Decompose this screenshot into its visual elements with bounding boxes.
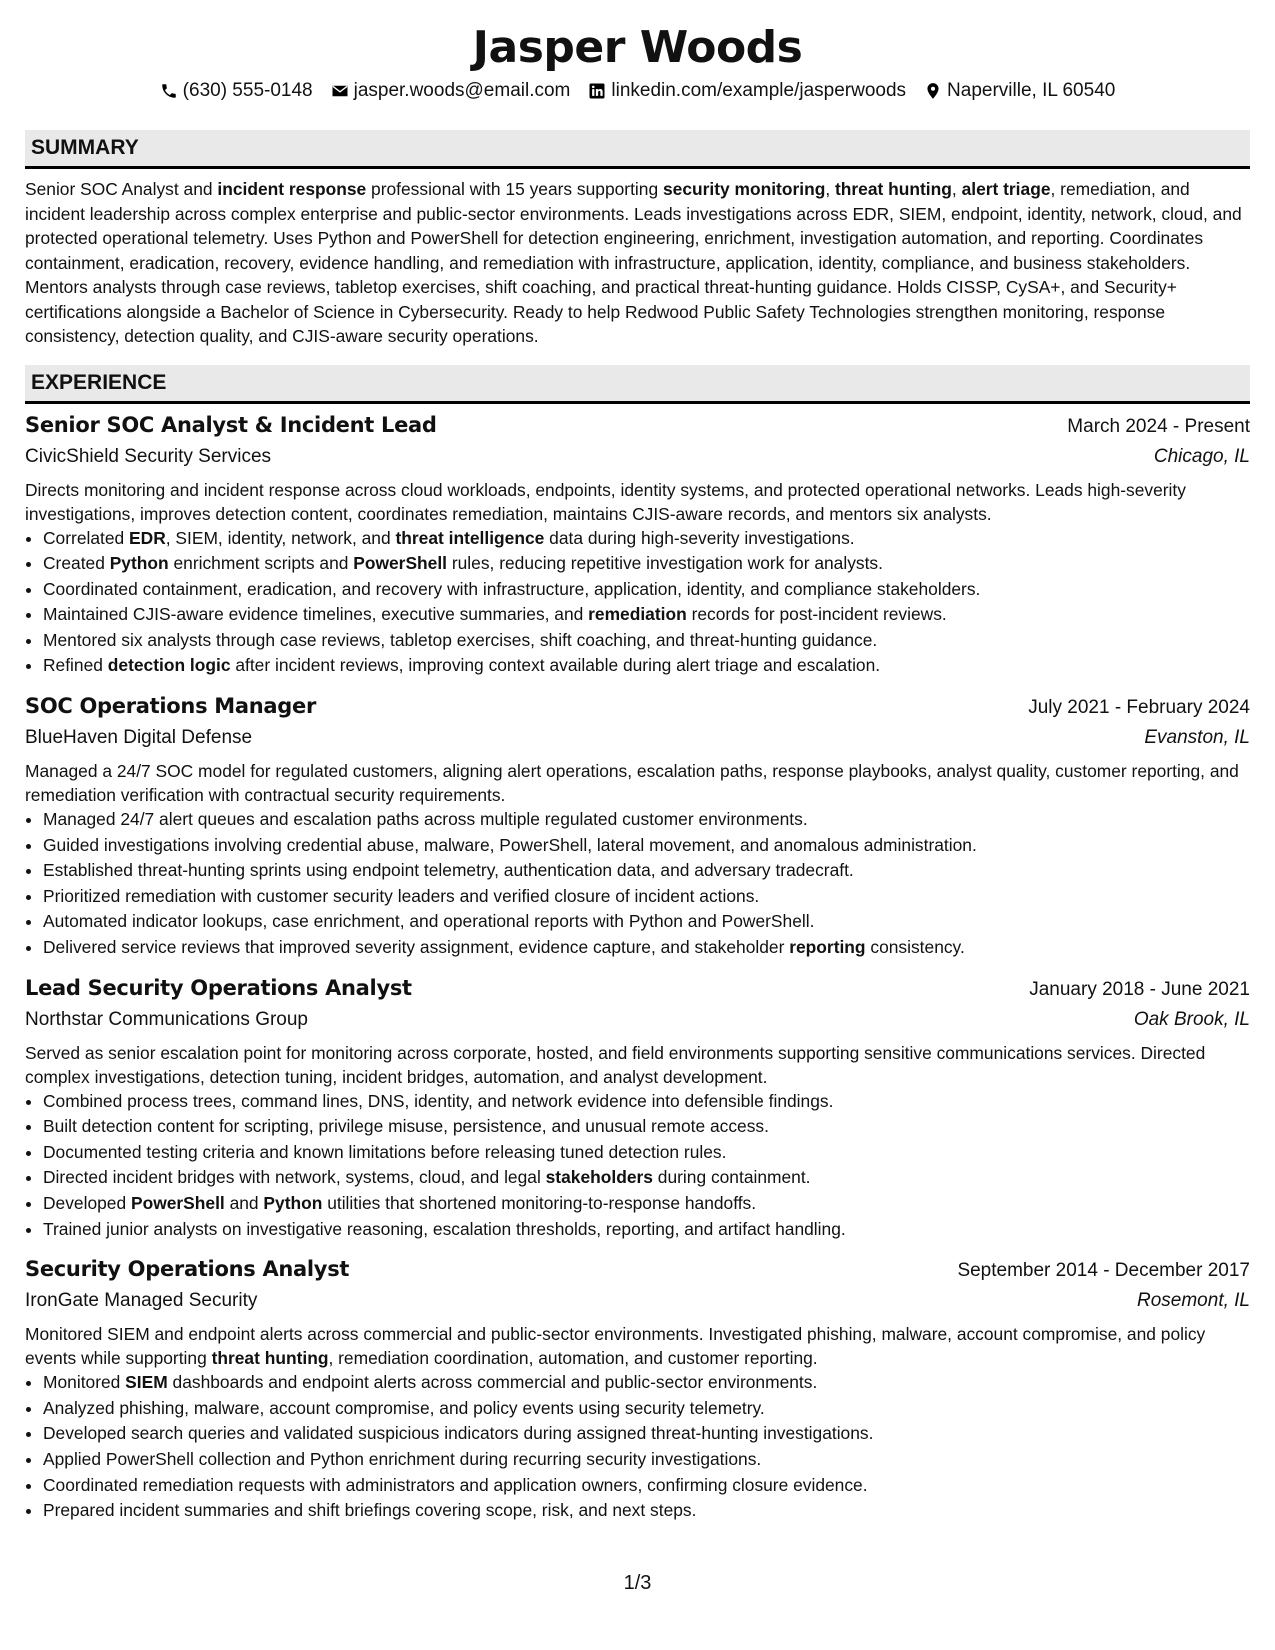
job-bullet-list (25, 807, 1250, 961)
text-run: Developed (43, 1193, 131, 1213)
job-company-row (25, 442, 1250, 472)
text-run: Monitored SIEM and endpoint alerts across commercial and public-sector environments. Investigated phishing, malware, account compromise, and policy events while supporting (25, 1324, 1206, 1369)
job-description (25, 1322, 1250, 1370)
job-bullet (43, 1447, 1250, 1473)
contact-bar (25, 78, 1250, 104)
job-bullet (43, 1396, 1250, 1422)
job-bullet (43, 1421, 1250, 1447)
job-title: Security Operations Analyst (25, 1257, 350, 1282)
job-location: Chicago, IL (1153, 445, 1250, 467)
text-run: Built detection content for scripting, privilege misuse, persistence, and unusual remote access. (43, 1116, 769, 1137)
text-run: , (825, 179, 835, 199)
text-run: rules, reducing repetitive investigation work for analysts. (447, 553, 883, 574)
text-run: Served as senior escalation point for monitoring across corporate, hosted, and field environments supporting sensitive communications services. Directed complex investigations, detection tuning, incident bridges, automation, and analyst development. (25, 1042, 1206, 1087)
map-pin-icon (924, 82, 942, 100)
location-text: Naperville, IL 60540 (947, 80, 1116, 101)
text-run: enrichment scripts and (168, 553, 354, 574)
job-bullet (43, 1089, 1250, 1115)
text-run: Coordinated containment, eradication, and recovery with infrastructure, application, identity, and compliance stakeholders. (43, 578, 981, 599)
job-entry (25, 410, 1250, 680)
text-run: Senior SOC Analyst and (25, 179, 218, 199)
job-entry (25, 1254, 1250, 1524)
bold-keyword: detection logic (107, 655, 231, 676)
text-run: dashboards and endpoint alerts across commercial and public-sector environments. (167, 1372, 818, 1393)
job-title-row (25, 1254, 1250, 1286)
text-run: , SIEM, identity, network, and (165, 527, 396, 548)
job-bullet (43, 935, 1250, 961)
text-run: Applied PowerShell collection and Python enrichment during recurring security investigations. (43, 1448, 762, 1469)
job-title-row (25, 973, 1250, 1005)
job-title: Senior SOC Analyst & Incident Lead (25, 412, 437, 437)
text-run: Established threat-hunting sprints using endpoint telemetry, authentication data, and adversary tradecraft. (43, 860, 854, 881)
job-bullet (43, 628, 1250, 654)
text-run: , remediation coordination, automation, and customer reporting. (328, 1348, 818, 1369)
bold-keyword: security monitoring (662, 179, 826, 199)
job-title: Lead Security Operations Analyst (25, 975, 412, 1000)
text-run: Coordinated remediation requests with administrators and application owners, confirming closure evidence. (43, 1474, 868, 1495)
job-description (25, 478, 1250, 526)
candidate-name: Jasper Woods (472, 22, 803, 73)
text-run: Delivered service reviews that improved severity assignment, evidence capture, and stakeholder (43, 937, 790, 958)
experience-list (25, 410, 1250, 1524)
job-company: CivicShield Security Services (25, 445, 272, 467)
bold-keyword: reporting (789, 937, 866, 958)
job-bullet-list (25, 1089, 1250, 1243)
bold-keyword: threat hunting (211, 1348, 329, 1369)
summary-text (25, 177, 1250, 349)
text-run: Mentored six analysts through case reviews, tabletop exercises, shift coaching, and threat-hunting guidance. (43, 629, 878, 650)
job-bullet (43, 526, 1250, 552)
email-text: jasper.woods@email.com (353, 80, 571, 101)
job-title-row (25, 410, 1250, 442)
contact-linkedin[interactable] (588, 78, 906, 104)
text-run: Developed search queries and validated suspicious indicators during assigned threat-hunting investigations. (43, 1423, 874, 1444)
text-run: Created (43, 553, 110, 574)
bold-keyword: Python (263, 1193, 323, 1213)
summary-heading: SUMMARY (25, 130, 1250, 169)
contact-phone (160, 78, 313, 104)
job-company: IronGate Managed Security (25, 1290, 258, 1312)
text-run: data during high-severity investigations. (544, 527, 855, 548)
text-run: and (224, 1193, 264, 1213)
job-location: Oak Brook, IL (1133, 1008, 1250, 1030)
text-run: Documented testing criteria and known limitations before releasing tuned detection rules. (43, 1141, 727, 1162)
job-bullet (43, 1114, 1250, 1140)
experience-heading: EXPERIENCE (25, 365, 1250, 404)
job-company: Northstar Communications Group (25, 1008, 308, 1030)
job-description (25, 759, 1250, 807)
text-run: Managed a 24/7 SOC model for regulated customers, aligning alert operations, escalation paths, response playbooks, analyst quality, customer reporting, and remediation verification with contractual security requirements. (25, 761, 1239, 806)
job-location: Rosemont, IL (1137, 1290, 1250, 1312)
job-dates: March 2024 - Present (1067, 415, 1250, 437)
text-run: Prepared incident summaries and shift briefings covering scope, risk, and next steps. (43, 1500, 697, 1521)
job-company: BlueHaven Digital Defense (25, 727, 253, 749)
phone-icon (160, 82, 178, 100)
job-bullet (43, 807, 1250, 833)
job-company-row (25, 1286, 1250, 1316)
bold-keyword: alert triage (961, 179, 1051, 199)
job-bullet (43, 858, 1250, 884)
bold-keyword: incident response (217, 179, 367, 199)
text-run: , (951, 179, 962, 199)
text-run: Monitored (43, 1372, 126, 1393)
job-bullet (43, 1370, 1250, 1396)
linkedin-icon (588, 82, 606, 100)
bold-keyword: SIEM (125, 1372, 168, 1393)
text-run: Correlated (43, 527, 130, 548)
text-run: , remediation, and incident leadership across complex enterprise and public-sector environments. Leads investigations across EDR, SIEM, endpoint, identity, network, cloud, and protected operational telemetry. Uses Python and PowerShell for detection engineering, enrichment, investigation automation, and reporting. Coordinates containment, eradication, recovery, evidence handling, and remediation with infrastructure, application, identity, compliance, and business stakeholders. Mentors analysts through case reviews, tabletop exercises, shift coaching, and practical threat-hunting guidance. Holds CISSP, CySA+, and Security+ certifications alongside a Bachelor of Science in Cybersecurity. Ready to help Redwood Public Safety Technologies strengthen monitoring, response consistency, detection quality, and CJIS-aware security operations. (25, 179, 1242, 346)
bold-keyword: PowerShell (353, 553, 448, 574)
bold-keyword: threat intelligence (395, 527, 545, 548)
job-entry (25, 973, 1250, 1243)
envelope-icon (331, 82, 349, 100)
page-indicator: 1/3 (623, 1572, 652, 1594)
job-bullet (43, 1165, 1250, 1191)
job-bullet (43, 1191, 1250, 1217)
text-run: Maintained CJIS-aware evidence timelines, executive summaries, and (43, 604, 589, 625)
job-title-row (25, 691, 1250, 723)
job-bullet (43, 602, 1250, 628)
contact-email[interactable] (331, 78, 571, 104)
job-bullet (43, 1473, 1250, 1499)
bold-keyword: PowerShell (130, 1193, 225, 1213)
job-bullet (43, 551, 1250, 577)
text-run: records for post-incident reviews. (686, 604, 947, 625)
job-dates: September 2014 - December 2017 (957, 1260, 1250, 1282)
bold-keyword: threat hunting (835, 179, 952, 199)
text-run: utilities that shortened monitoring-to-response handoffs. (322, 1193, 757, 1213)
text-run: Combined process trees, command lines, DNS, identity, and network evidence into defensible findings. (43, 1090, 834, 1111)
text-run: Refined (43, 655, 108, 676)
phone-text: (630) 555-0148 (182, 80, 313, 101)
text-run: Directed incident bridges with network, systems, cloud, and legal (43, 1167, 546, 1188)
job-location: Evanston, IL (1144, 727, 1250, 749)
job-dates: January 2018 - June 2021 (1029, 978, 1250, 1000)
job-title: SOC Operations Manager (25, 694, 316, 719)
job-bullet-list (25, 1370, 1250, 1524)
job-bullet (43, 884, 1250, 910)
text-run: consistency. (865, 937, 965, 958)
text-run: after incident reviews, improving context available during alert triage and escalation. (230, 655, 881, 676)
text-run: Automated indicator lookups, case enrichment, and operational reports with Python and PowerShell. (43, 911, 815, 932)
resume-page (25, 18, 1250, 1524)
job-bullet (43, 1140, 1250, 1166)
text-run: Directs monitoring and incident response across cloud workloads, endpoints, identity systems, and protected operational networks. Leads high-severity investigations, improves detection content, coordinates remediation, maintains CJIS-aware records, and mentors six analysts. (25, 479, 1186, 524)
job-bullet (43, 1217, 1250, 1243)
contact-location (924, 78, 1115, 104)
text-run: Prioritized remediation with customer security leaders and verified closure of incident actions. (43, 885, 760, 906)
linkedin-text: linkedin.com/example/jasperwoods (611, 80, 907, 101)
text-run: during containment. (652, 1167, 811, 1188)
job-company-row (25, 1005, 1250, 1035)
text-run: professional with 15 years supporting (366, 179, 663, 199)
text-run: Analyzed phishing, malware, account compromise, and policy events using security telemetry. (43, 1397, 765, 1418)
job-bullet (43, 1498, 1250, 1524)
job-bullet (43, 653, 1250, 679)
bold-keyword: EDR (129, 527, 166, 548)
text-run: Guided investigations involving credential abuse, malware, PowerShell, lateral movement, and anomalous administration. (43, 834, 977, 855)
job-bullet (43, 909, 1250, 935)
job-description (25, 1041, 1250, 1089)
text-run: Trained junior analysts on investigative reasoning, escalation thresholds, reporting, and artifact handling. (43, 1218, 846, 1239)
job-entry (25, 691, 1250, 961)
job-dates: July 2021 - February 2024 (1028, 697, 1250, 719)
job-bullet (43, 833, 1250, 859)
bold-keyword: Python (109, 553, 169, 574)
bold-keyword: stakeholders (545, 1167, 653, 1188)
job-bullet-list (25, 526, 1250, 680)
text-run: Managed 24/7 alert queues and escalation paths across multiple regulated customer environments. (43, 809, 808, 830)
job-company-row (25, 723, 1250, 753)
bold-keyword: remediation (588, 604, 687, 625)
job-bullet (43, 577, 1250, 603)
